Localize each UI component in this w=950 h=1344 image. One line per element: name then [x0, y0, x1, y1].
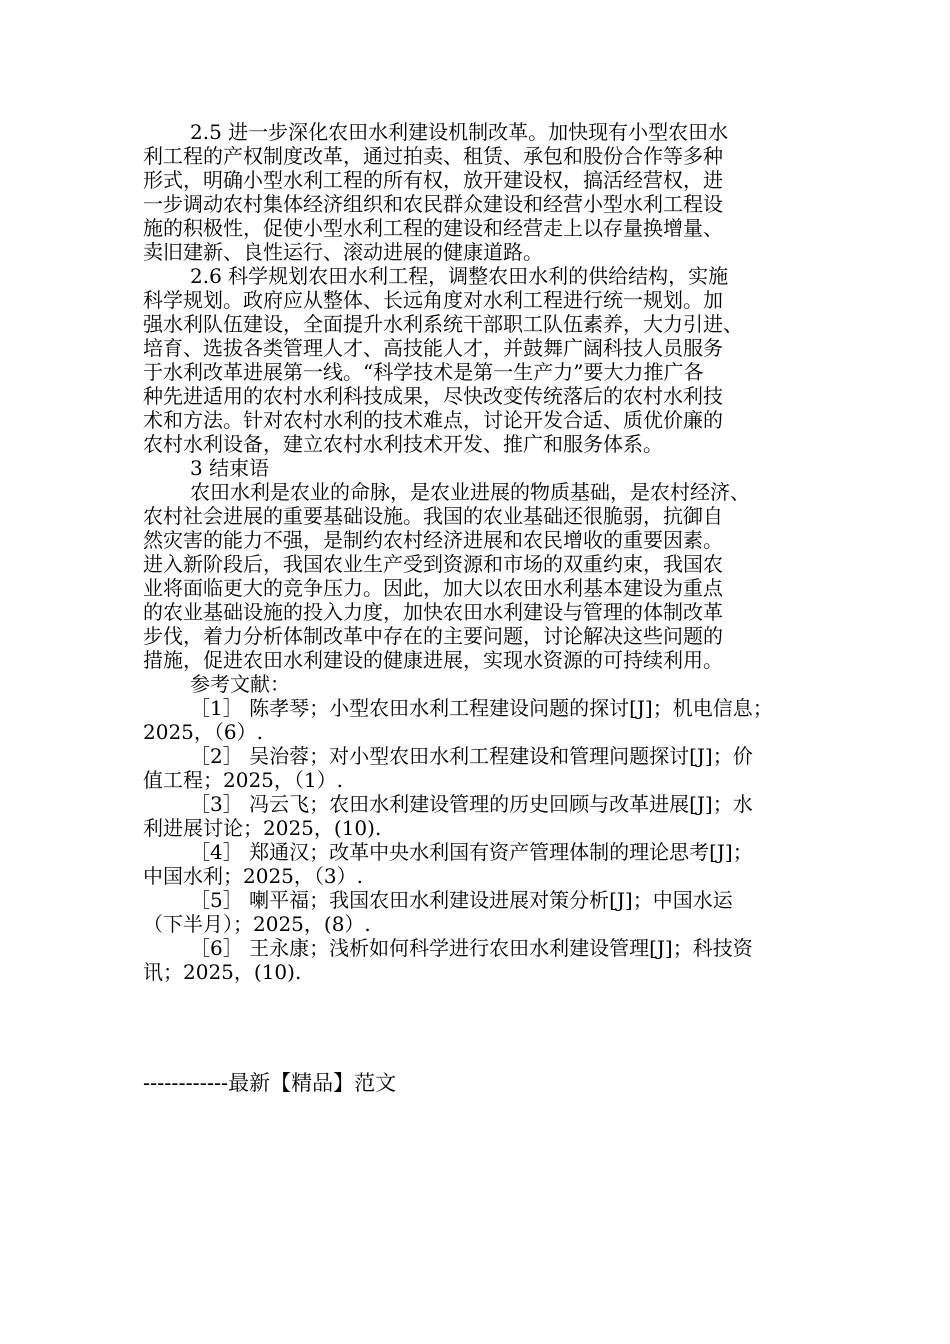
text-line: 值工程；2025，（1）.	[143, 768, 343, 792]
text-line: ［2］ 吴治蓉；对小型农田水利工程建设和管理问题探讨[J]；价	[190, 744, 753, 768]
text-line: 措施，促进农田水利建设的健康进展，实现水资源的可持续利用。	[143, 648, 723, 672]
text-line: 强水利队伍建设，全面提升水利系统干部职工队伍素养，大力引进、	[143, 312, 743, 336]
text-line: 利工程的产权制度改革，通过拍卖、租赁、承包和股份合作等多种	[143, 144, 723, 168]
text-line: 培育、选拔各类管理人才、高技能人才，并鼓舞广阔科技人员服务	[143, 336, 723, 360]
text-line: 讯；2025，(10).	[143, 960, 302, 984]
text-line: 参考文献：	[190, 672, 290, 696]
text-line: 施的积极性，促使小型水利工程的建设和经营走上以存量换增量、	[143, 216, 723, 240]
text-line: 种先进适用的农村水利科技成果，尽快改变传统落后的农村水利技	[143, 384, 723, 408]
footer-text: ------------最新【精品】范文	[143, 1071, 397, 1095]
text-line: 2025，（6）.	[143, 720, 263, 744]
text-line: 农村社会进展的重要基础设施。我国的农业基础还很脆弱，抗御自	[143, 504, 723, 528]
text-line: 步伐，着力分析体制改革中存在的主要问题，讨论解决这些问题的	[143, 624, 723, 648]
text-line: 利进展讨论；2025，(10).	[143, 816, 382, 840]
text-line: 2.6 科学规划农田水利工程，调整农田水利的供给结构，实施	[190, 264, 729, 288]
document-body	[143, 120, 813, 984]
text-line: 进入新阶段后，我国农业生产受到资源和市场的双重约束，我国农	[143, 552, 723, 576]
text-line: 形式，明确小型水利工程的所有权，放开建设权，搞活经营权，进	[143, 168, 723, 192]
text-line: ［4］ 郑通汉；改革中央水利国有资产管理体制的理论思考[J]；	[190, 840, 753, 864]
text-line: ［3］ 冯云飞；农田水利建设管理的历史回顾与改革进展[J]；水	[190, 792, 753, 816]
text-line: 卖旧建新、良性运行、滚动进展的健康道路。	[143, 240, 543, 264]
text-line: 的农业基础设施的投入力度，加快农田水利建设与管理的体制改革	[143, 600, 723, 624]
text-line: 3 结束语	[190, 456, 270, 480]
text-line: 科学规划。政府应从整体、长远角度对水利工程进行统一规划。加	[143, 288, 723, 312]
text-line: 2.5 进一步深化农田水利建设机制改革。加快现有小型农田水	[190, 120, 729, 144]
text-line: 农田水利是农业的命脉，是农业进展的物质基础，是农村经济、	[190, 480, 750, 504]
text-line: 于水利改革进展第一线。“科学技术是第一生产力”要大力推广各	[143, 360, 704, 384]
text-line: （下半月）；2025，(8）.	[143, 912, 371, 936]
text-line: 中国水利；2025，（3）.	[143, 864, 363, 888]
text-line: 业将面临更大的竞争压力。因此，加大以农田水利基本建设为重点	[143, 576, 723, 600]
text-line: 一步调动农村集体经济组织和农民群众建设和经营小型水利工程设	[143, 192, 723, 216]
text-line: ［1］ 陈孝琴；小型农田水利工程建设问题的探讨[J]；机电信息；	[190, 696, 773, 720]
text-line: ［6］ 王永康；浅析如何科学进行农田水利建设管理[J]；科技资	[190, 936, 753, 960]
text-line: 农村水利设备，建立农村水利技术开发、推广和服务体系。	[143, 432, 663, 456]
text-line: 然灾害的能力不强，是制约农村经济进展和农民增收的重要因素。	[143, 528, 723, 552]
text-line: 术和方法。针对农村水利的技术难点，讨论开发合适、质优价廉的	[143, 408, 723, 432]
text-line: ［5］ 喇平福；我国农田水利建设进展对策分析[J]；中国水运	[190, 888, 733, 912]
